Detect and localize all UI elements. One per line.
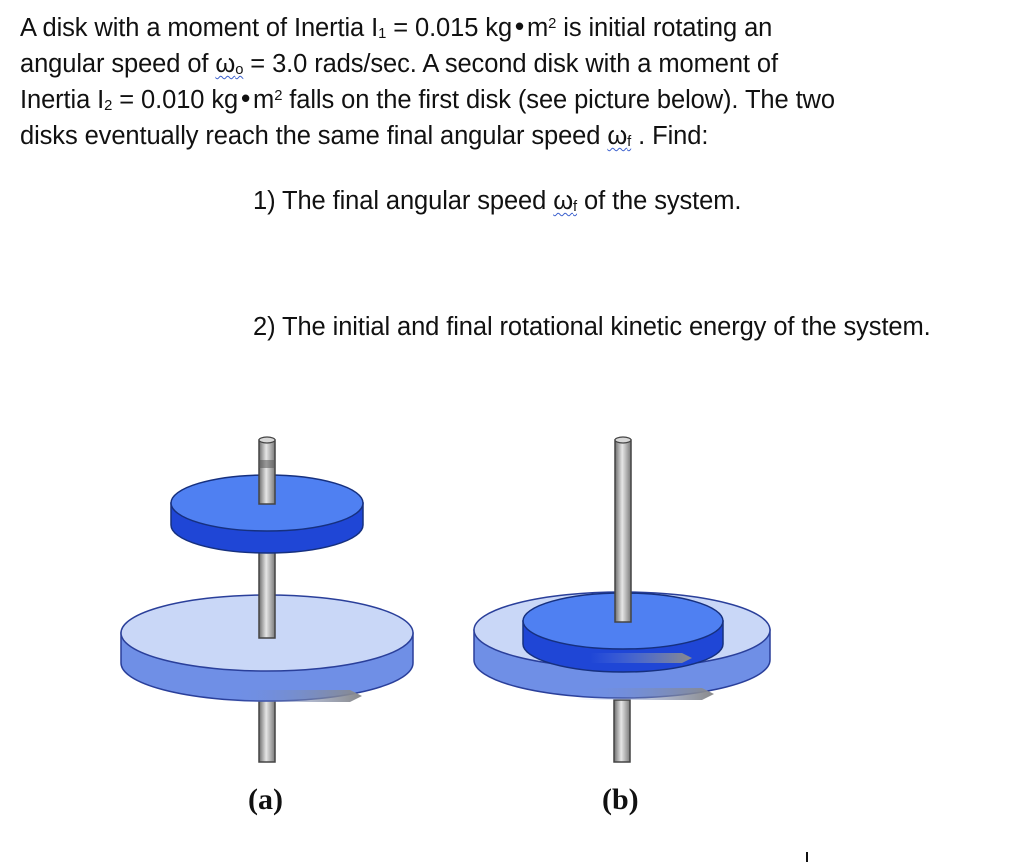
omega-final-symbol: $\omega_f$ xyxy=(553,187,578,216)
rotation-arrow xyxy=(575,688,714,700)
problem-line-2: angular speed of $\omega_o = 3.0$ rads/sec. A second disk with a moment of xyxy=(20,50,778,79)
figure-a xyxy=(121,437,413,762)
problem-line-1: A disk with a moment of Inertia $I_1 = 0.015$ $kg•m^2$ is initial rotating an xyxy=(20,13,773,43)
problem-statement xyxy=(20,10,1010,154)
rotation-arrow xyxy=(590,653,692,663)
figure-label-a: (a) xyxy=(248,783,283,816)
problem-line-4: disks eventually reach the same final angular speed $\omega_f$ . Find: xyxy=(20,122,709,151)
disk-figure xyxy=(0,400,1024,862)
figure-b xyxy=(474,437,770,762)
rotation-arrow xyxy=(225,690,362,702)
question-2: 2) The initial and final rotational kinetic energy of the system. xyxy=(253,313,931,341)
stray-mark xyxy=(806,852,808,862)
figure-label-b: (b) xyxy=(602,783,639,816)
problem-line-3: Inertia $I_2 = 0.010$ $kg•m^2$ falls on the first disk (see picture below). The two xyxy=(20,85,835,115)
disk-illustration xyxy=(0,400,1024,862)
omega-final-symbol: $\omega_f$ xyxy=(607,122,632,151)
omega-initial-symbol: $\omega_o$ xyxy=(215,50,244,79)
question-1: 1) The final angular speed $\omega_f$ of the system. xyxy=(253,187,742,216)
